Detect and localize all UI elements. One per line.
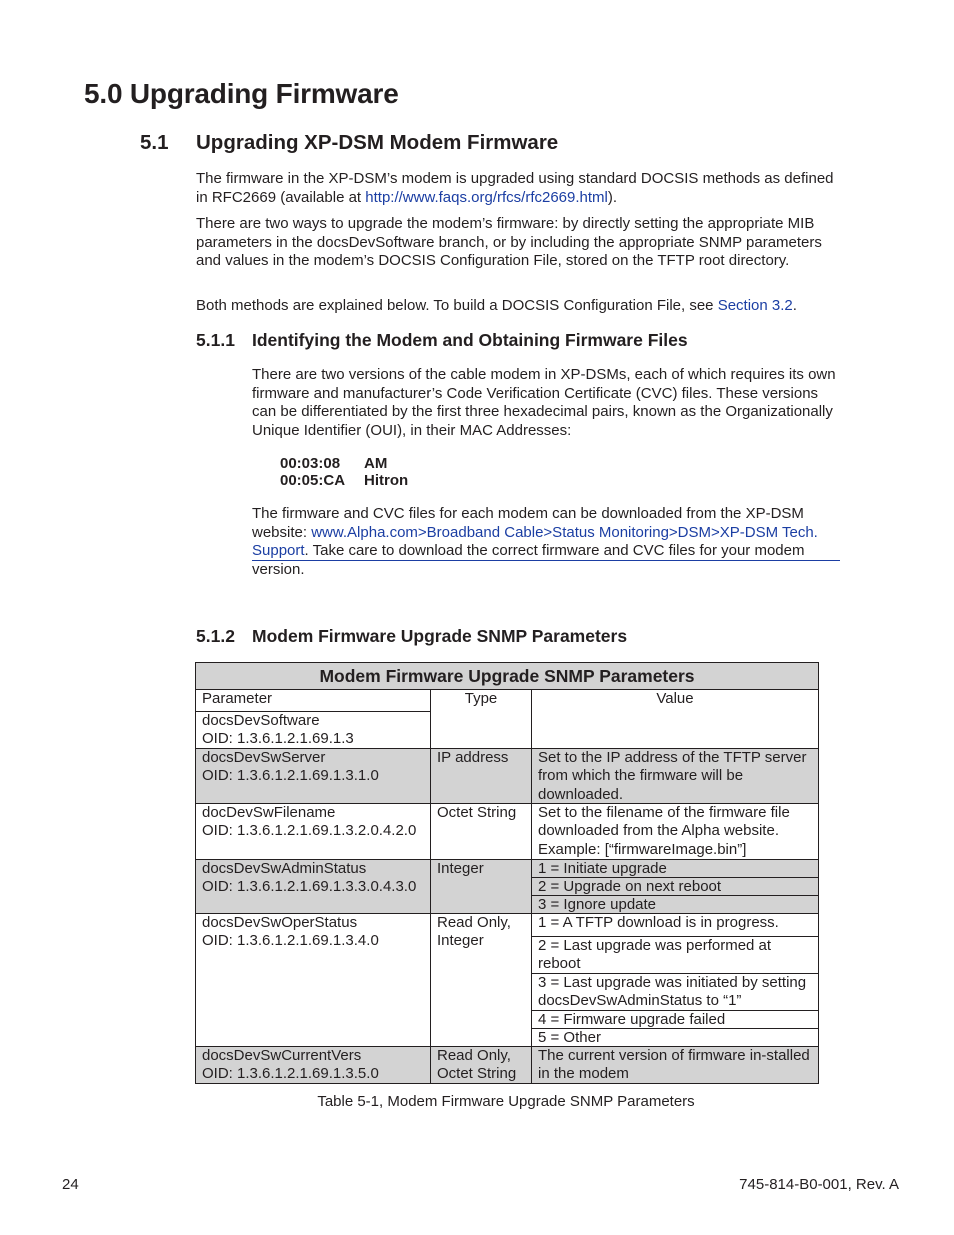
- param-value: 3 = Last upgrade was initiated by setting docsDevSwAdminStatus to “1”: [531, 973, 819, 1011]
- param-name: docsDevSwServer: [202, 749, 326, 766]
- param-name: docDevSwFilename: [202, 804, 336, 821]
- section-number: 5.1.2: [196, 626, 235, 646]
- param-value: 3 = Ignore update: [531, 895, 819, 914]
- param-value: Set to the IP address of the TFTP server from which the firmware will be downloaded.: [531, 748, 819, 804]
- table-title: Modem Firmware Upgrade SNMP Parameters: [195, 662, 819, 690]
- param-value: 5 = Other: [531, 1028, 819, 1047]
- section-title: Modem Firmware Upgrade SNMP Parameters: [252, 626, 628, 646]
- table-row: [195, 913, 431, 1047]
- header-value: Value: [531, 689, 819, 749]
- oui-vendor: AM: [364, 455, 388, 472]
- param-oid: OID: 1.3.6.1.2.1.69.1.3.5.0: [202, 1065, 379, 1083]
- param-oid: OID: 1.3.6.1.2.1.69.1.3.1.0: [202, 767, 379, 785]
- param-name: docsDevSwCurrentVers: [202, 1047, 362, 1064]
- section-3-2-link[interactable]: Section 3.2: [717, 297, 793, 314]
- table-row: [195, 803, 431, 860]
- header-parameter: Parameter: [195, 689, 431, 712]
- paragraph-two-ways: There are two ways to upgrade the modem’s firmware: by directly setting the appropriate MIB parameters in the docsDevSoftware branch, or by including the appropriate SNMP parameters and values in the modem’s DOCSIS Configuration File, stored on the TFTP root directory.: [196, 215, 822, 270]
- document-number: 745-814-B0-001, Rev. A: [739, 1176, 899, 1193]
- param-value: 4 = Firmware upgrade failed: [531, 1010, 819, 1029]
- param-value: 2 = Last upgrade was performed at reboot: [531, 936, 819, 974]
- text: The firmware in the XP-DSM’s modem is upgraded using standard DOCSIS methods as defined in RFC2669 (available at: [196, 170, 834, 206]
- oui-item: [280, 455, 387, 473]
- param-value: Set to the filename of the firmware file downloaded from the Alpha website. Example: [“firmwareImage.bin”]: [531, 803, 819, 860]
- param-type: Read Only, Octet String: [430, 1046, 532, 1084]
- param-value: 1 = Initiate upgrade: [531, 859, 819, 878]
- table-caption: Table 5-1, Modem Firmware Upgrade SNMP Parameters: [317, 1093, 695, 1110]
- table-row: [195, 748, 431, 804]
- section-title: Identifying the Modem and Obtaining Firmware Files: [252, 330, 688, 350]
- param-type: IP address: [430, 748, 532, 804]
- text: Both methods are explained below. To build a DOCSIS Configuration File, see: [196, 297, 718, 314]
- oui-code: 00:05:CA: [280, 472, 346, 489]
- param-name: docsDevSoftware: [202, 712, 320, 729]
- paragraph-methods: [196, 297, 836, 316]
- section-title: Upgrading XP-DSM Modem Firmware: [196, 131, 559, 154]
- paragraph-versions: There are two versions of the cable modem in XP-DSMs, each of which requires its own firmware and manufacturer’s Code Verification Certificate (CVC) files. These versions can be differentiated by the first three hexadecimal pairs, known as the Organizationally Unique Identifier (OUI), in their MAC Addresses:: [252, 366, 836, 439]
- header-type: Type: [430, 689, 532, 749]
- text: The firmware and CVC files for each modem can be downloaded from the XP-DSM website:: [252, 505, 804, 541]
- table-row: [195, 859, 431, 914]
- param-type: Read Only, Integer: [430, 913, 532, 1047]
- param-name: docsDevSwOperStatus: [202, 914, 358, 931]
- chapter-heading: 5.0 Upgrading Firmware: [84, 78, 399, 109]
- snmp-parameters-table: [195, 662, 819, 1084]
- text: .: [792, 297, 797, 314]
- param-type: Integer: [430, 859, 532, 914]
- param-value: 1 = A TFTP download is in progress.: [531, 913, 819, 937]
- rfc-link[interactable]: http://www.faqs.org/rfcs/rfc2669.html: [365, 188, 608, 206]
- section-number: 5.1: [140, 131, 169, 154]
- param-type: Octet String: [430, 803, 532, 860]
- param-oid: OID: 1.3.6.1.2.1.69.1.3.2.0.4.2.0: [202, 822, 417, 840]
- text: . Take care to download the correct firmware and CVC files for your modem version.: [252, 542, 805, 578]
- param-name: docsDevSwAdminStatus: [202, 860, 367, 877]
- paragraph-download: [252, 505, 842, 579]
- section-number: 5.1.1: [196, 330, 235, 350]
- page-number: 24: [62, 1176, 79, 1193]
- param-oid: OID: 1.3.6.1.2.1.69.1.3: [202, 730, 354, 748]
- support-link[interactable]: www.Alpha.com>Broadband Cable>Status Monitoring>DSM>XP-DSM Tech. Support: [252, 523, 818, 560]
- param-value: The current version of firmware in-stalled in the modem: [531, 1046, 819, 1084]
- paragraph-rfc: [196, 170, 836, 207]
- section-5-1-2-heading: [196, 626, 627, 647]
- param-value: 2 = Upgrade on next reboot: [531, 877, 819, 896]
- oui-code: 00:03:08: [280, 455, 341, 472]
- table-row: [195, 1046, 431, 1084]
- param-oid: OID: 1.3.6.1.2.1.69.1.3.3.0.4.3.0: [202, 878, 417, 896]
- text: ).: [607, 188, 618, 206]
- oui-item: [280, 472, 408, 490]
- section-5-1-1-heading: [196, 330, 688, 351]
- param-oid: OID: 1.3.6.1.2.1.69.1.3.4.0: [202, 932, 379, 950]
- link-underline: [252, 560, 840, 561]
- section-5-1-heading: [140, 131, 558, 155]
- table-row: [195, 711, 431, 749]
- oui-vendor: Hitron: [364, 472, 409, 489]
